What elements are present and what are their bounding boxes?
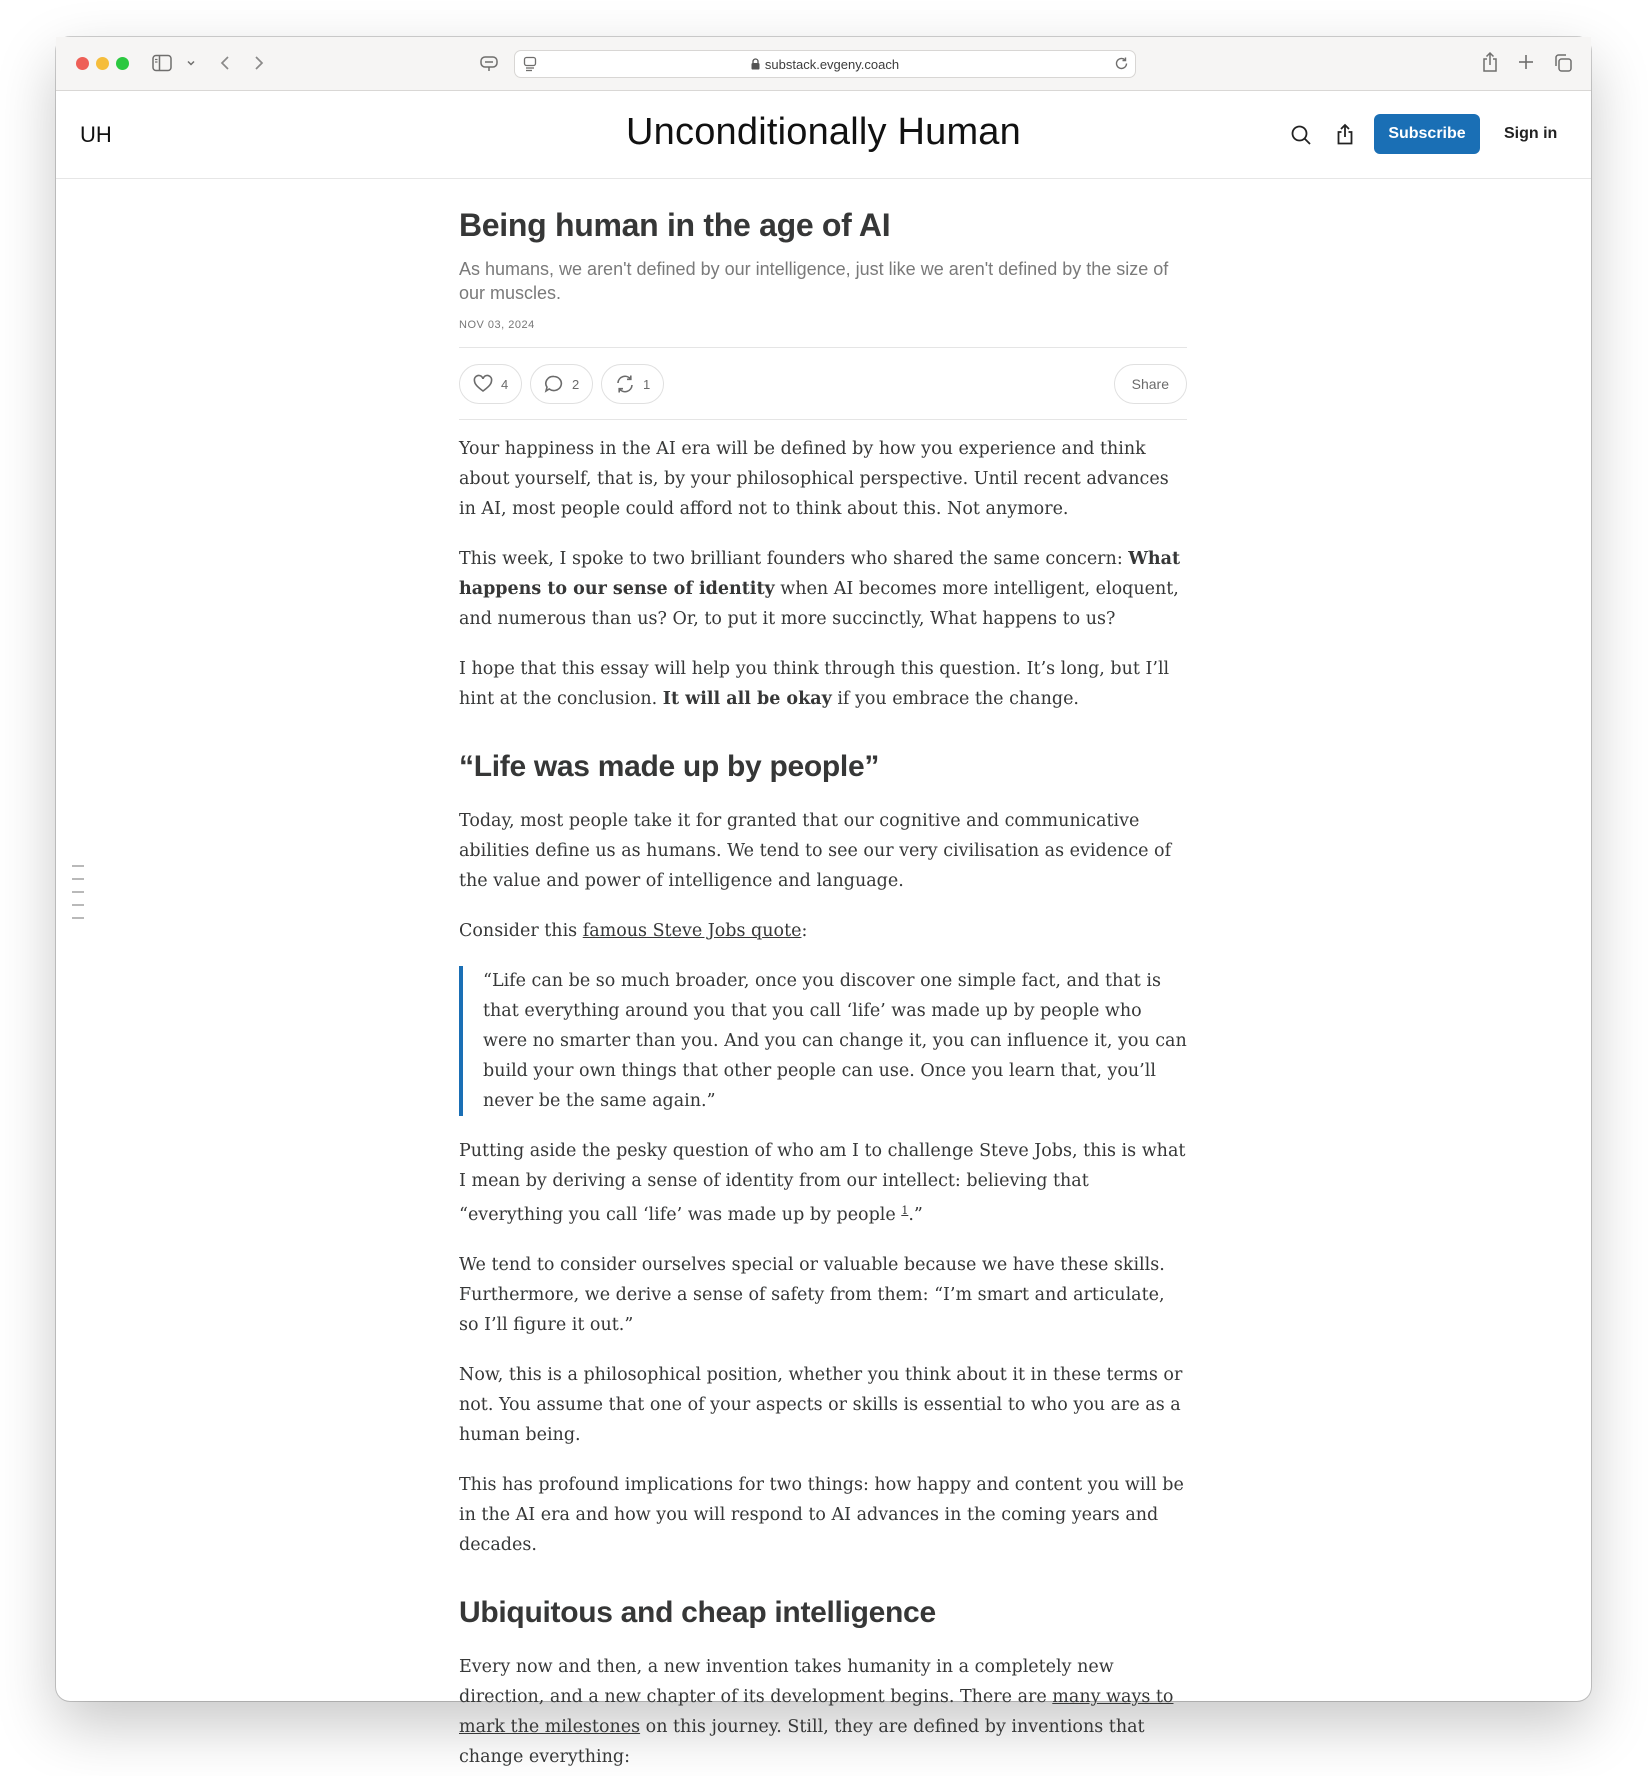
new-tab-icon[interactable] xyxy=(1517,53,1535,71)
paragraph: We tend to consider ourselves special or valuable because we have these skills. Furthermore, we derive a sense of safety from them: “I’m smart and articulate, so I’ll figure it out.” xyxy=(459,1255,1165,1335)
lock-icon xyxy=(751,58,760,73)
comment-icon xyxy=(544,374,564,394)
paragraph: Now, this is a philosophical position, whether you think about it in these terms or not. You assume that one of your aspects or skills is essential to who you are as a human being. xyxy=(459,1365,1183,1445)
site-title[interactable]: Unconditionally Human xyxy=(626,111,1021,153)
paragraph: This has profound implications for two things: how happy and content you will be in the AI era and how you will respond to AI advances in the coming years and decades. xyxy=(459,1475,1184,1555)
post-actions xyxy=(459,347,1187,420)
like-count: 4 xyxy=(501,376,509,392)
address-bar[interactable] xyxy=(514,50,1136,78)
browser-window xyxy=(56,37,1591,1767)
post-subtitle: As humans, we aren't defined by our intelligence, just like we aren't defined by the size of our muscles. xyxy=(459,259,1169,303)
tab-overview-icon[interactable] xyxy=(1553,53,1573,73)
paragraph: Your happiness in the AI era will be defined by how you experience and think about yourself, that is, by your philosophical perspective. Until recent advances in AI, most people could afford not to think about this. Not anymore. xyxy=(459,439,1169,519)
post-article xyxy=(459,205,1187,1772)
paragraph: I hope that this essay will help you think through this question. It’s long, but I’ll hint at the conclusion. It will all be okay if you embrace the change. xyxy=(459,659,1170,709)
share-button[interactable]: Share xyxy=(1114,364,1187,404)
subscribe-button[interactable]: Subscribe xyxy=(1374,114,1480,154)
address-url-text: substack.evgeny.coach xyxy=(764,57,900,72)
restack-button[interactable] xyxy=(601,364,664,404)
chevron-down-icon[interactable] xyxy=(186,58,196,68)
close-window-button[interactable] xyxy=(76,57,89,70)
section-heading: Ubiquitous and cheap intelligence xyxy=(459,1596,936,1629)
sign-in-link[interactable]: Sign in xyxy=(1504,125,1558,142)
restack-count: 1 xyxy=(643,376,651,392)
back-icon[interactable] xyxy=(218,54,232,72)
reload-icon[interactable] xyxy=(1114,56,1129,71)
share-icon[interactable] xyxy=(1481,51,1499,73)
sidebar-icon[interactable] xyxy=(152,54,172,72)
heart-icon xyxy=(473,375,493,393)
privacy-report-icon[interactable] xyxy=(479,53,499,73)
post-date: NOV 03, 2024 xyxy=(459,319,535,331)
paragraph: Today, most people take it for granted that our cognitive and communicative abilities define us as humans. We tend to see our very civilisation as evidence of the value and power of intelligence and language. xyxy=(459,811,1172,891)
footnote-link[interactable]: 1 xyxy=(901,1204,909,1217)
post-body xyxy=(459,434,1187,1772)
address-url xyxy=(515,57,1135,73)
paragraph: This week, I spoke to two brilliant founders who shared the same concern: What happens to our sense of identity when AI becomes more intelligent, eloquent, and numerous than us? Or, to put it more succinctly, What happens to us? xyxy=(459,549,1181,629)
paragraph: Consider this famous Steve Jobs quote: xyxy=(459,921,808,941)
paragraph: Every now and then, a new invention takes humanity in a completely new direction, and a new chapter of its development begins. There are many ways to mark the milestones on this journey. Still, they are defined by inventions that change everything: xyxy=(459,1657,1174,1767)
browser-toolbar xyxy=(56,37,1591,91)
toc-item[interactable] xyxy=(72,891,84,893)
paragraph: Putting aside the pesky question of who am I to challenge Steve Jobs, this is what I mean by deriving a sense of identity from our intellect: believing that “everything you call ‘life’ was made up by people $^1$.” xyxy=(459,1141,1186,1225)
blockquote: “Life can be so much broader, once you discover one simple fact, and that is that everything around you that you call ‘life’ was made up by people who were no smarter than you. And you can change it, you can influence it, you can build your own things that other people can use. Once you learn that, you’ll never be the same again.” xyxy=(459,966,1187,1116)
comment-count: 2 xyxy=(572,376,580,392)
restack-icon xyxy=(615,374,635,394)
minimize-window-button[interactable] xyxy=(96,57,109,70)
zoom-window-button[interactable] xyxy=(116,57,129,70)
milestones-link[interactable]: many ways to mark the milestones xyxy=(459,1687,1174,1737)
search-icon[interactable] xyxy=(1290,124,1312,151)
table-of-contents[interactable] xyxy=(72,865,84,930)
site-header xyxy=(56,91,1591,179)
comment-button[interactable] xyxy=(530,364,593,404)
toc-item[interactable] xyxy=(72,917,84,919)
like-button[interactable] xyxy=(459,364,522,404)
toc-item[interactable] xyxy=(72,865,84,867)
steve-jobs-quote-link[interactable]: famous Steve Jobs quote xyxy=(582,921,802,941)
share-post-icon[interactable] xyxy=(1335,122,1355,151)
post-title: Being human in the age of AI xyxy=(459,207,891,243)
forward-icon[interactable] xyxy=(252,54,266,72)
section-heading: “Life was made up by people” xyxy=(459,750,880,783)
toc-item[interactable] xyxy=(72,878,84,880)
toc-item[interactable] xyxy=(72,904,84,906)
site-logo[interactable]: UH xyxy=(80,122,112,147)
